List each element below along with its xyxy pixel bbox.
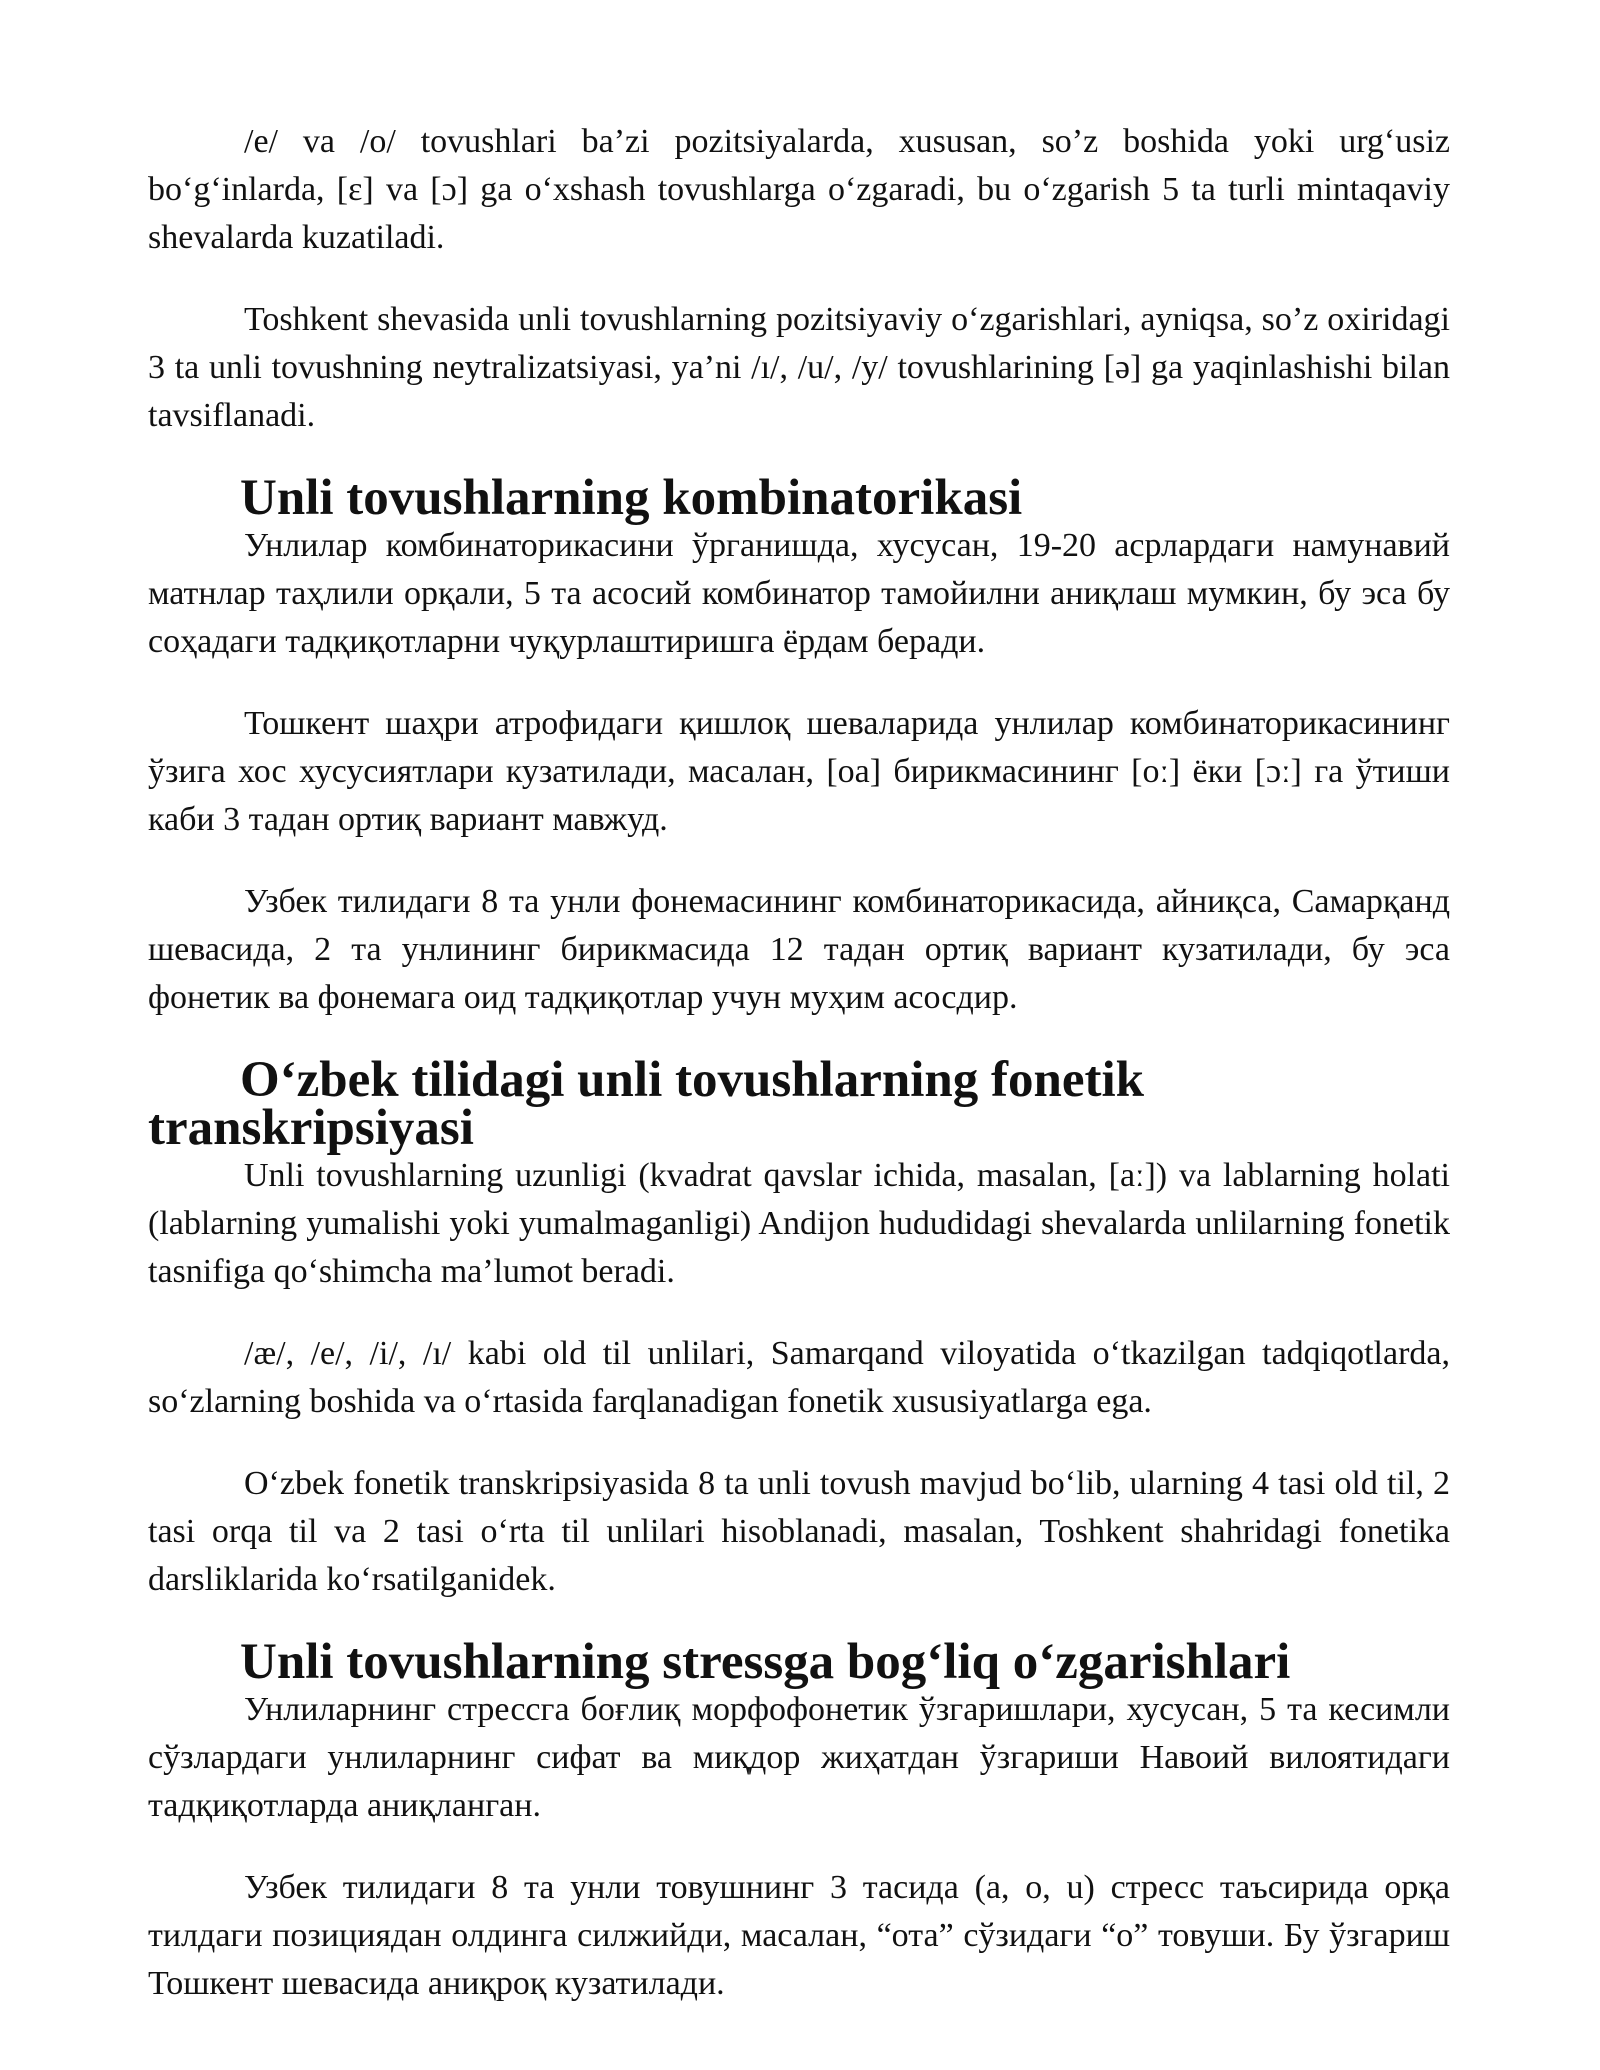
paragraph: Унлиларнинг стрессга боғлиқ морфофонетик ўзгаришлари, хусусан, 5 та кесимли сўзлардаги унлиларнинг сифат ва миқдор жиҳатдан ўзгариши Навоий вилоятидаги тадқиқотларда аниқланган. (148, 1691, 1450, 1824)
paragraph: /e/ va /o/ tovushlari ba’zi pozitsiyalarda, xususan, so’z boshida yoki urg‘usiz bo‘g‘inlarda, [ɛ] va [ɔ] ga o‘xshash tovushlarga o‘zgaradi, bu o‘zgarish 5 ta turli mintaqaviy shevalarda kuzatiladi. (148, 123, 1450, 256)
section-heading: Unli tovushlarning stressga bog‘liq o‘zgarishlari (240, 1634, 1291, 1690)
section-heading: O‘zbek tilidagi unli tovushlarning fonetik transkripsiyasi (148, 1052, 1145, 1156)
paragraph: Узбек тилидаги 8 та унли товушнинг 3 тасида (a, o, u) стресс таъсирида орқа тилдаги позициядан олдинга силжийди, масалан, “ота” сўзидаги “о” товуши. Бу ўзгариш Тошкент шевасида аниқроқ кузатилади. (148, 1869, 1450, 2002)
paragraph: O‘zbek fonetik transkripsiyasida 8 ta unli tovush mavjud bo‘lib, ularning 4 tasi old til, 2 tasi orqa til va 2 tasi o‘rta til unlilari hisoblanadi, masalan, Toshkent shahridagi fonetika darsliklarida ko‘rsatilganidek. (148, 1465, 1450, 1598)
paragraph: Унлилар комбинаторикасини ўрганишда, хусусан, 19-20 асрлардаги намунавий матнлар таҳлили орқали, 5 та асосий комбинатор тамойилни аниқлаш мумкин, бу эса бу соҳадаги тадқиқотларни чуқурлаштиришга ёрдам беради. (148, 527, 1450, 660)
section-heading: Unli tovushlarning kombinatorikasi (240, 470, 1023, 526)
paragraph: Тошкент шаҳри атрофидаги қишлоқ шеваларида унлилар комбинаторикасининг ўзига хос хусусиятлари кузатилади, масалан, [oa] бирикмасининг [oː] ёки [ɔː] га ўтиши каби 3 тадан ортиқ вариант мавжуд. (148, 705, 1450, 838)
paragraph: /æ/, /e/, /i/, /ı/ kabi old til unlilari, Samarqand viloyatida o‘tkazilgan tadqiqotlarda, so‘zlarning boshida va o‘rtasida farqlanadigan fonetik xususiyatlarga ega. (148, 1335, 1450, 1420)
paragraph: Toshkent shevasida unli tovushlarning pozitsiyaviy o‘zgarishlari, ayniqsa, so’z oxiridagi 3 ta unli tovushning neytralizatsiyasi, ya’ni /ı/, /u/, /y/ tovushlarining [ə] ga yaqinlashishi bilan tavsiflanadi. (148, 301, 1450, 434)
paragraph: Unli tovushlarning uzunligi (kvadrat qavslar ichida, masalan, [aː]) va lablarning holati (lablarning yumalishi yoki yumalmaganligi) Andijon hududidagi shevalarda unlilarning fonetik tasnifiga qo‘shimcha ma’lumot beradi. (148, 1157, 1450, 1290)
paragraph: Узбек тилидаги 8 та унли фонемасининг комбинаторикасида, айниқса, Самарқанд шевасида, 2 та унлининг бирикмасида 12 тадан ортиқ вариант кузатилади, бу эса фонетик ва фонемага оид тадқиқотлар учун муҳим асосдир. (148, 883, 1450, 1016)
document-page (148, 118, 1450, 2042)
